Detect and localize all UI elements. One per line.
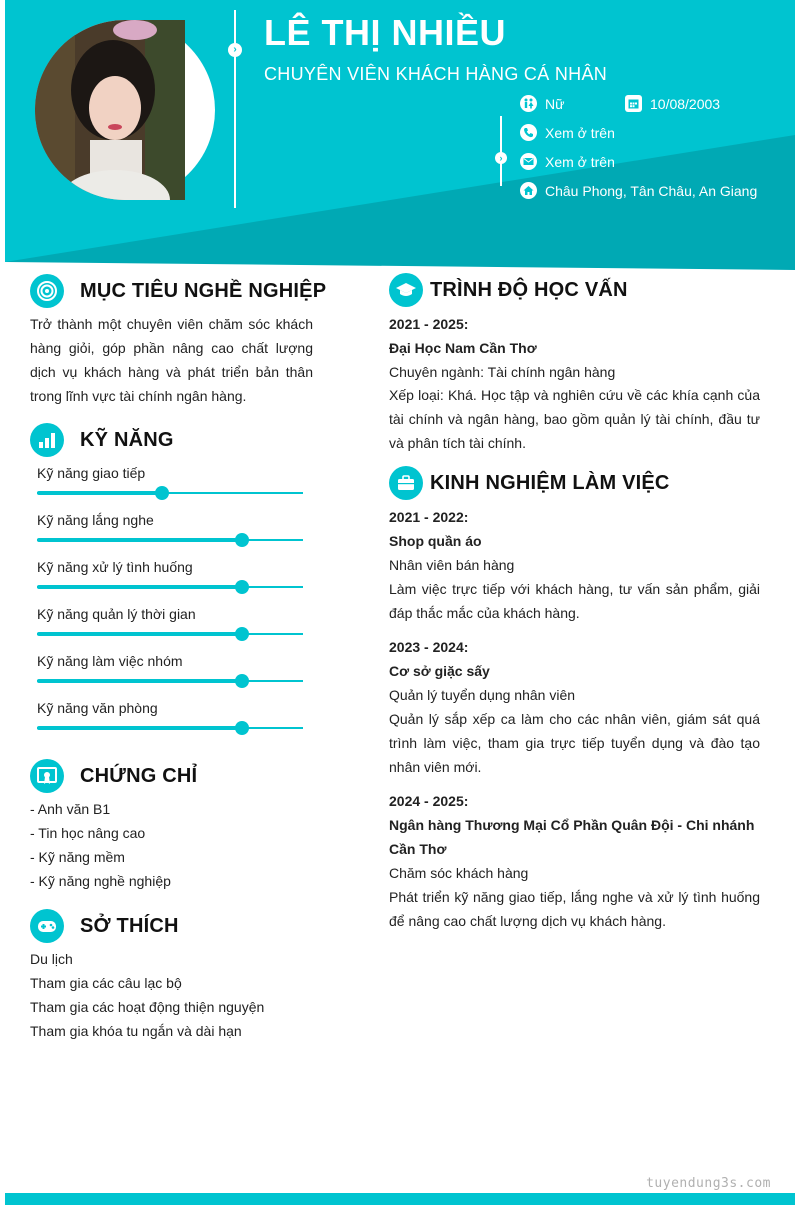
skill-level-knob: [235, 580, 249, 594]
job-period: 2024 - 2025:: [389, 793, 469, 809]
phone-icon: [520, 124, 537, 141]
target-icon: [30, 274, 64, 308]
skill-level-fill: [37, 726, 242, 730]
email-info: [520, 153, 615, 170]
calendar-icon: [625, 95, 642, 112]
job-role: Chăm sóc khách hàng: [389, 865, 529, 881]
phone-value: Xem ở trên: [545, 124, 615, 141]
certificate-item: - Anh văn B1: [30, 801, 111, 817]
briefcase-icon: [389, 466, 423, 500]
gender-value: Nữ: [545, 95, 565, 112]
graduation-cap-icon: [389, 273, 423, 307]
certificate-item: - Kỹ năng nghề nghiệp: [30, 873, 171, 889]
bar-chart-icon: [30, 423, 64, 457]
skill-level-knob: [235, 674, 249, 688]
skill-label: Kỹ năng giao tiếp: [37, 465, 146, 481]
gender-icon: [520, 95, 537, 112]
skill-level-knob: [235, 533, 249, 547]
job-company: Shop quần áo: [389, 533, 482, 549]
education-heading: [389, 273, 628, 307]
header-divider-line: [234, 10, 236, 208]
email-icon: [520, 153, 537, 170]
hobbies-heading: [30, 909, 179, 943]
candidate-name: LÊ THỊ NHIỀU: [264, 12, 507, 53]
email-value: Xem ở trên: [545, 153, 615, 170]
watermark: tuyendung3s.com: [646, 1176, 771, 1191]
skill-label: Kỹ năng quản lý thời gian: [37, 606, 196, 622]
skill-level-fill: [37, 585, 242, 589]
skill-level-fill: [37, 491, 162, 495]
footer-bar: [5, 1193, 795, 1205]
skill-level-fill: [37, 679, 242, 683]
skill-level-fill: [37, 632, 242, 636]
skills-heading: [30, 423, 174, 457]
hobby-item: Tham gia các hoạt động thiện nguyện: [30, 999, 265, 1015]
education-period: 2021 - 2025:: [389, 316, 469, 332]
skill-level-knob: [155, 486, 169, 500]
skills-title: KỸ NĂNG: [80, 428, 174, 451]
chevron-right-icon: ›: [228, 43, 242, 57]
contact-divider-line: [500, 116, 502, 186]
skill-label: Kỹ năng làm việc nhóm: [37, 653, 183, 669]
job-description: Làm việc trực tiếp với khách hàng, tư vấn sản phẩm, giải đáp thắc mắc của khách hàng.: [389, 581, 760, 621]
job-role: Nhân viên bán hàng: [389, 557, 515, 573]
hobby-item: Tham gia khóa tu ngắn và dài hạn: [30, 1023, 242, 1039]
education-detail: Xếp loại: Khá. Học tập và nghiên cứu về các khía cạnh của tài chính và ngân hàng, bao gồm quản lý tài chính, đầu tư và phân tích tài chính.: [389, 387, 760, 451]
education-title: TRÌNH ĐỘ HỌC VẤN: [430, 278, 628, 301]
objective-text: Trở thành một chuyên viên chăm sóc khách hàng giỏi, góp phần nâng cao chất lượng dịch vụ khách hàng và phát triển bản thân trong lĩnh vực tài chính ngân hàng.: [30, 316, 313, 404]
skill-level-fill: [37, 538, 242, 542]
job-role: Quản lý tuyển dụng nhân viên: [389, 687, 576, 703]
experience-title: KINH NGHIỆM LÀM VIỆC: [430, 471, 670, 494]
hobby-item: Tham gia các câu lạc bộ: [30, 975, 182, 991]
chevron-right-icon: ›: [495, 152, 507, 164]
skill-level-knob: [235, 721, 249, 735]
objective-heading: [30, 274, 326, 308]
certificate-item: - Tin học nâng cao: [30, 825, 146, 841]
certificates-title: CHỨNG CHỈ: [80, 764, 198, 787]
gender-info: [520, 95, 564, 112]
certificates-heading: [30, 759, 197, 793]
address-info: [520, 182, 757, 199]
birthdate-value: 10/08/2003: [650, 95, 721, 112]
birthdate-info: [625, 95, 720, 112]
experience-heading: [389, 466, 670, 500]
home-icon: [520, 182, 537, 199]
certificate-item: - Kỹ năng mềm: [30, 849, 125, 865]
objective-title: MỤC TIÊU NGHỀ NGHIỆP: [80, 279, 327, 302]
job-company: Cơ sở giặc sấy: [389, 663, 490, 679]
address-value: Châu Phong, Tân Châu, An Giang: [545, 182, 758, 199]
cv-page: [5, 0, 795, 1205]
job-description: Phát triển kỹ năng giao tiếp, lắng nghe và xử lý tình huống để nâng cao chất lượng dịch vụ khách hàng.: [389, 889, 760, 929]
phone-info: [520, 124, 615, 141]
education-school: Đại Học Nam Cần Thơ: [389, 340, 537, 356]
job-company: Ngân hàng Thương Mại Cổ Phần Quân Đội - Chi nhánh Cần Thơ: [389, 817, 755, 857]
job-period: 2023 - 2024:: [389, 639, 469, 655]
hobbies-title: SỞ THÍCH: [80, 914, 179, 937]
education-major: Chuyên ngành: Tài chính ngân hàng: [389, 364, 616, 380]
skill-level-knob: [235, 627, 249, 641]
skill-label: Kỹ năng xử lý tình huống: [37, 559, 193, 575]
job-period: 2021 - 2022:: [389, 509, 469, 525]
job-description: Quản lý sắp xếp ca làm cho các nhân viên, giám sát quá trình làm việc, tham gia trực tiếp tuyển dụng và đào tạo nhân viên mới.: [389, 711, 760, 775]
candidate-title: CHUYÊN VIÊN KHÁCH HÀNG CÁ NHÂN: [264, 64, 608, 84]
certificate-icon: [30, 759, 64, 793]
skill-label: Kỹ năng lắng nghe: [37, 512, 154, 528]
hobby-item: Du lịch: [30, 951, 73, 967]
skill-label: Kỹ năng văn phòng: [37, 700, 158, 716]
gamepad-icon: [30, 909, 64, 943]
